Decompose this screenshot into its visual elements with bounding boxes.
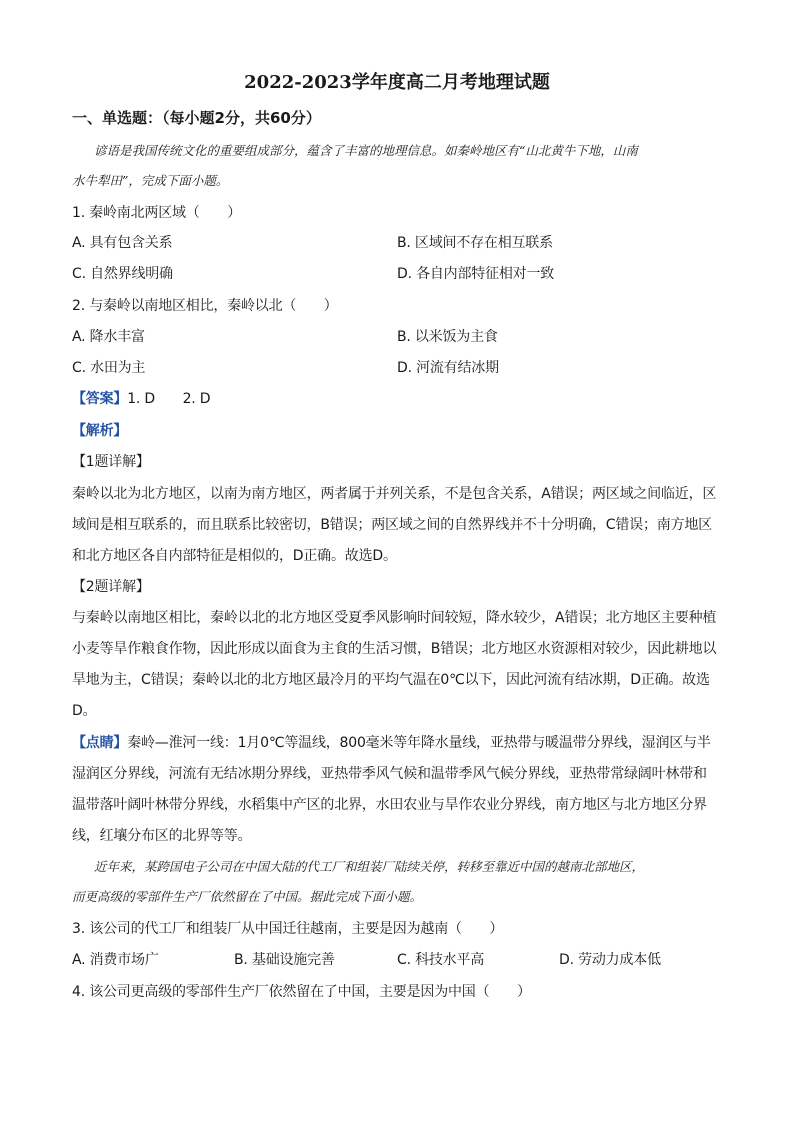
question-1-option-c: C. 自然界线明确 [72,266,173,282]
question-1-option-b: B. 区域间不存在相互联系 [397,235,553,251]
detail-2-line-2: 小麦等旱作粮食作物，因此形成以面食为主食的生活习惯，B错误；北方地区水资源相对较少，因此耕地以 [72,641,717,657]
tip-first-text: 秦岭—淮河一线：1月0℃等温线，800毫米等年降水量线，亚热带与暖温带分界线，湿润区与半 [127,735,711,751]
question-3-option-a: A. 消费市场广 [72,952,159,968]
question-3-stem: 3. 该公司的代工厂和组装厂从中国迁往越南，主要是因为越南（ ） [72,921,504,937]
tip-line-2: 湿润区分界线，河流有无结冰期分界线，亚热带季风气候和温带季风气候分界线，亚热带常绿阔叶林带和 [72,766,707,782]
material-2-line-2: 而更高级的零部件生产厂依然留在了中国。据此完成下面小题。 [72,889,423,904]
question-3-option-b: B. 基础设施完善 [234,952,335,968]
page-title: 2022-2023学年度高二月考地理试题 [244,72,550,93]
tip-line-4: 线，红壤分布区的北界等等。 [72,828,252,844]
tip-line-1 [72,733,711,753]
detail-2-line-1: 与秦岭以南地区相比，秦岭以北的北方地区受夏季风影响时间较短，降水较少，A错误；北方地区主要种植 [72,610,717,626]
question-4-stem: 4. 该公司更高级的零部件生产厂依然留在了中国，主要是因为中国（ ） [72,984,531,1000]
detail-2-label: 【2题详解】 [72,579,150,595]
question-2-option-c: C. 水田为主 [72,360,146,376]
detail-2-line-4: D。 [72,703,97,719]
detail-1-line-3: 和北方地区各自内部特征是相似的，D正确。故选D。 [72,548,397,564]
section-heading: 一、单选题：（每小题2分，共60分） [72,109,321,127]
tip-label: 【点睛】 [72,735,128,751]
question-1-option-a: A. 具有包含关系 [72,235,173,251]
tip-line-3: 温带落叶阔叶林带分界线，水稻集中产区的北界，水田农业与旱作农业分界线，南方地区与北方地区分界 [72,797,707,813]
material-2-line-1: 近年来，某跨国电子公司在中国大陆的代工厂和组装厂陆续关停，转移至靠近中国的越南北部地区， [94,859,645,874]
question-3-option-d: D. 劳动力成本低 [559,952,661,968]
answer-line [72,389,210,409]
material-1-line-2: 水牛犁田”，完成下面小题。 [72,173,229,188]
detail-1-line-1: 秦岭以北为北方地区，以南为南方地区，两者属于并列关系，不是包含关系，A错误；两区域之间临近，区 [72,486,717,502]
question-2-option-a: A. 降水丰富 [72,329,145,345]
question-3-option-c: C. 科技水平高 [397,952,485,968]
question-2-stem: 2. 与秦岭以南地区相比，秦岭以北（ ） [72,298,338,314]
detail-1-line-2: 域间是相互联系的，而且联系比较密切，B错误；两区域之间的自然界线并不十分明确，C错误；南方地区 [72,517,712,533]
question-1-option-d: D. 各自内部特征相对一致 [397,266,555,282]
detail-1-label: 【1题详解】 [72,454,150,470]
question-1-stem: 1. 秦岭南北两区域（ ） [72,205,242,221]
material-1-line-1: 谚语是我国传统文化的重要组成部分，蕴含了丰富的地理信息。如秦岭地区有“山北黄牛下地，山南 [94,143,638,158]
answer-value: 1. D 2. D [127,391,211,407]
detail-2-line-3: 旱地为主，C错误；秦岭以北的北方地区最冷月的平均气温在0℃以下，因此河流有结冰期，D正确。故选 [72,672,710,688]
analysis-label: 【解析】 [72,423,128,439]
question-2-option-b: B. 以米饭为主食 [397,329,498,345]
answer-label: 【答案】 [72,391,128,407]
question-2-option-d: D. 河流有结冰期 [397,360,499,376]
